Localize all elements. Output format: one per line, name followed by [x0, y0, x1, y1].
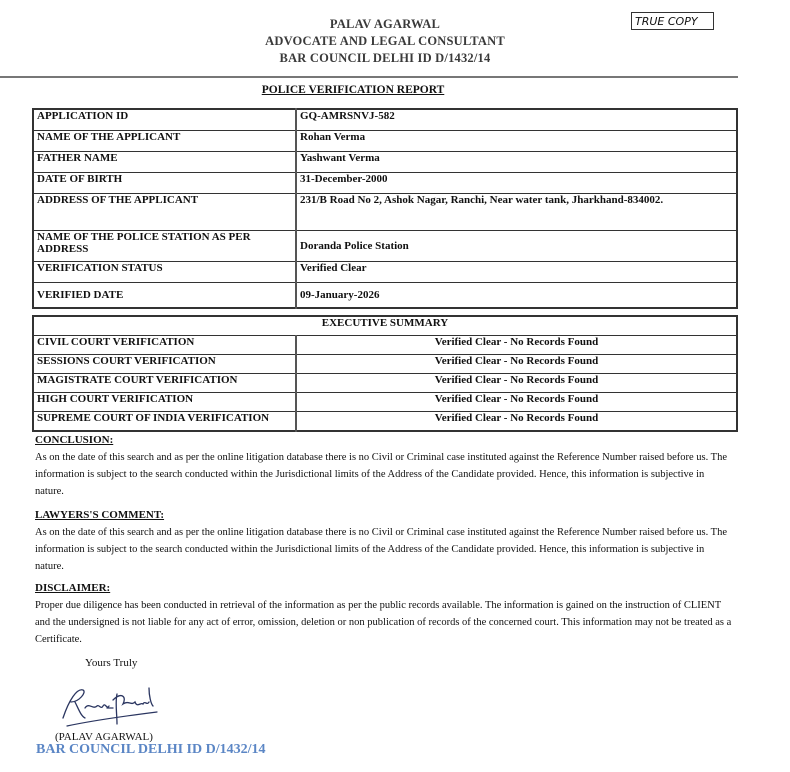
row-value: GQ-AMRSNVJ-582	[296, 109, 737, 130]
row-label: CIVIL COURT VERIFICATION	[33, 336, 296, 355]
row-value: 31-December-2000	[296, 172, 737, 193]
advocate-name: PALAV AGARWAL	[329, 17, 441, 31]
row-value: Verified Clear - No Records Found	[296, 355, 737, 374]
signatory-name: (PALAV AGARWAL)	[55, 731, 153, 743]
table-row	[33, 151, 737, 172]
row-label: DATE OF BIRTH	[33, 172, 296, 193]
lawyers-comment-text: As on the date of this search and as per the online litigation database there is no Civil or Criminal case instituted against the Reference Number raised before us. The information is subject to the search conducted within the Jurisdictional limits of the Address of the Candidate provided. Hence, this information is subjective in nature.	[35, 527, 728, 572]
header-divider	[0, 76, 738, 78]
row-value: Verified Clear - No Records Found	[296, 393, 737, 412]
row-value: Verified Clear - No Records Found	[296, 336, 737, 355]
row-value: Doranda Police Station	[296, 230, 737, 261]
table-row	[33, 393, 737, 412]
advocate-title: ADVOCATE AND LEGAL CONSULTANT	[265, 34, 505, 48]
row-value: Yashwant Verma	[296, 151, 737, 172]
table-header-row	[33, 316, 737, 336]
lawyers-comment-heading: LAWYERS'S COMMENT:	[35, 509, 165, 521]
true-copy-stamp: TRUE COPY	[631, 12, 714, 30]
table-row	[33, 261, 737, 282]
summary-heading: EXECUTIVE SUMMARY	[33, 316, 737, 336]
table-row	[33, 412, 737, 432]
conclusion-text: As on the date of this search and as per the online litigation database there is no Civil or Criminal case instituted against the Reference Number raised before us. The information is subject to the search conducted within the Jurisdictional limits of the Address of the Candidate provided. Hence, this information is subjective in nature.	[35, 452, 728, 497]
table-row	[33, 230, 737, 261]
conclusion-section	[35, 432, 735, 500]
row-label: VERIFICATION STATUS	[33, 261, 296, 282]
table-row	[33, 282, 737, 308]
row-value: Verified Clear	[296, 261, 737, 282]
report-title: POLICE VERIFICATION REPORT	[261, 84, 445, 96]
table-row	[33, 109, 737, 130]
disclaimer-section	[35, 580, 735, 648]
bar-council-id: BAR COUNCIL DELHI ID D/1432/14	[279, 51, 491, 65]
row-value: 231/B Road No 2, Ashok Nagar, Ranchi, Near water tank, Jharkhand-834002.	[296, 193, 737, 230]
row-label: SUPREME COURT OF INDIA VERIFICATION	[33, 412, 296, 432]
lawyers-comment-section	[35, 507, 735, 575]
table-row	[33, 193, 737, 230]
closing-text: Yours Truly	[85, 657, 138, 669]
row-label: APPLICATION ID	[33, 109, 296, 130]
table-row	[33, 355, 737, 374]
row-label: FATHER NAME	[33, 151, 296, 172]
row-label: MAGISTRATE COURT VERIFICATION	[33, 374, 296, 393]
table-row	[33, 172, 737, 193]
conclusion-heading: CONCLUSION:	[35, 434, 114, 446]
table-row	[33, 130, 737, 151]
row-label: NAME OF THE POLICE STATION AS PER ADDRESS	[33, 230, 296, 261]
row-value: Verified Clear - No Records Found	[296, 412, 737, 432]
table-row	[33, 336, 737, 355]
row-label: SESSIONS COURT VERIFICATION	[33, 355, 296, 374]
executive-summary-table	[32, 315, 738, 432]
row-label: ADDRESS OF THE APPLICANT	[33, 193, 296, 230]
table-row	[33, 374, 737, 393]
disclaimer-text: Proper due diligence has been conducted in retrieval of the information as per the public records available. The information is gained on the instruction of CLIENT and the undersigned is not liable for any act of error, omission, deletion or non publication of records of the concerned court. This information may not be treated as a Certificate.	[35, 600, 732, 645]
row-value: Rohan Verma	[296, 130, 737, 151]
signature-icon	[55, 680, 165, 730]
row-value: 09-January-2026	[296, 282, 737, 308]
row-label: NAME OF THE APPLICANT	[33, 130, 296, 151]
disclaimer-heading: DISCLAIMER:	[35, 582, 111, 594]
row-value: Verified Clear - No Records Found	[296, 374, 737, 393]
row-label: HIGH COURT VERIFICATION	[33, 393, 296, 412]
row-label: VERIFIED DATE	[33, 282, 296, 308]
footer-bar-council-id: BAR COUNCIL DELHI ID D/1432/14	[36, 742, 266, 757]
applicant-details-table	[32, 108, 738, 309]
